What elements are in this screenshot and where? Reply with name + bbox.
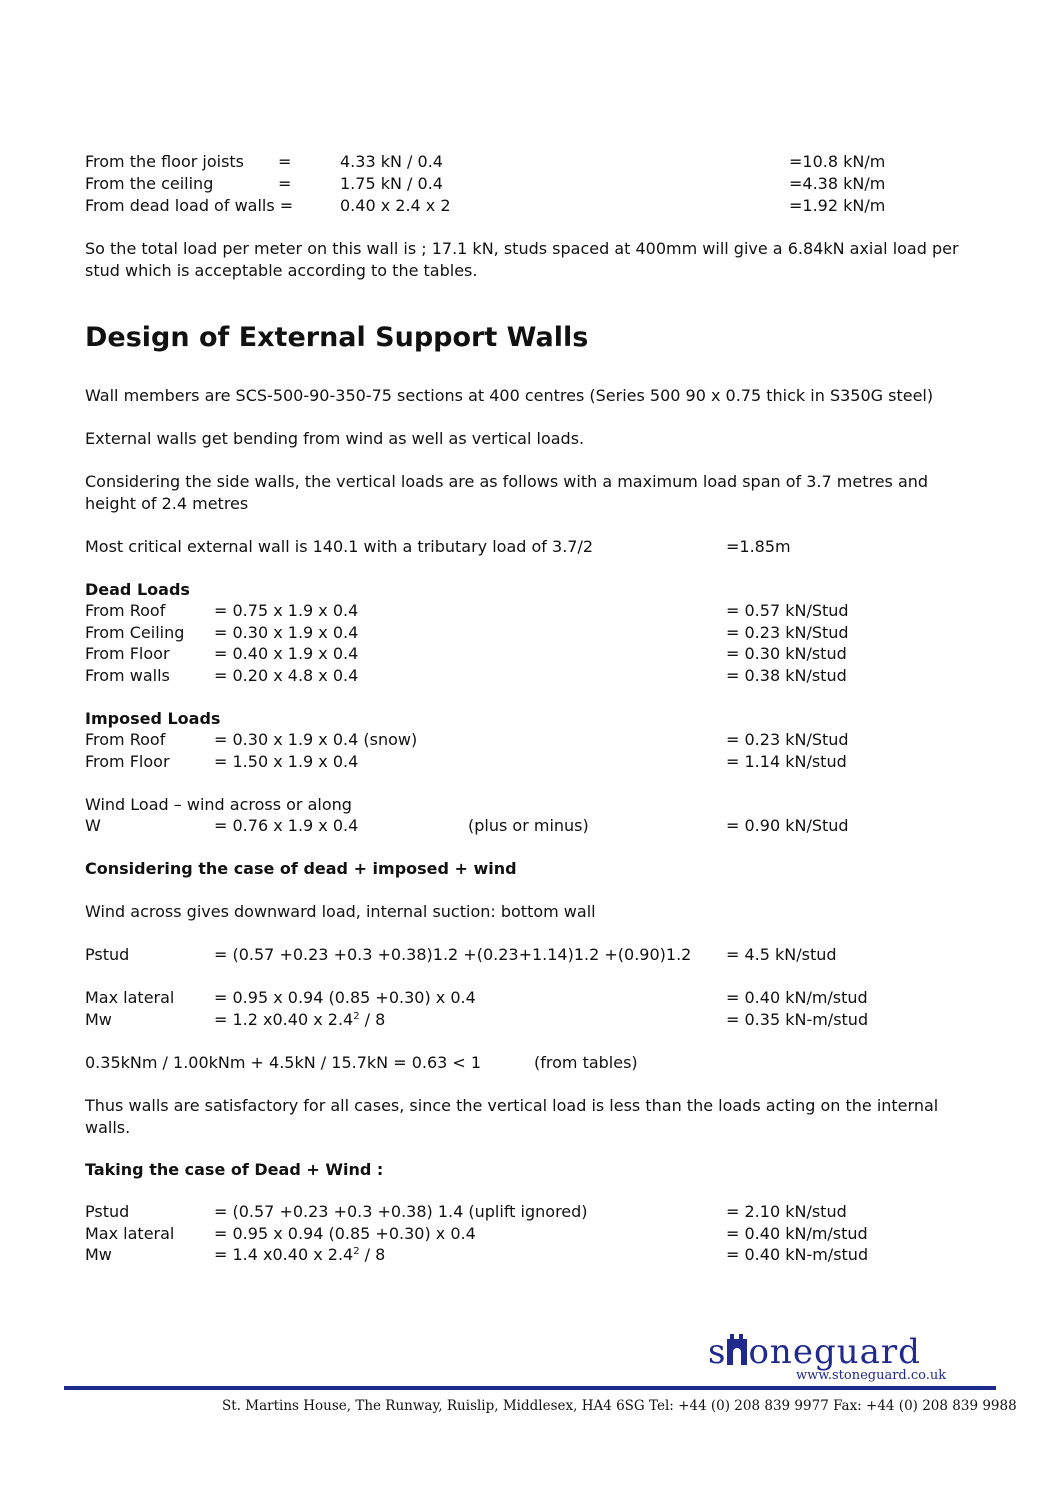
lateral-label: Max lateral <box>85 1224 175 1243</box>
lateral-result: = 0.40 kN/m/stud <box>726 1224 868 1243</box>
dead-load-label: From Ceiling <box>85 623 185 642</box>
imposed-load-label: From Floor <box>85 752 170 771</box>
footer-divider <box>64 1386 996 1390</box>
dead-load-label: From Floor <box>85 644 170 663</box>
castle-tower-icon <box>727 1339 747 1365</box>
load-result: =4.38 kN/m <box>789 174 886 193</box>
load-expression: 4.33 kN / 0.4 <box>340 152 443 171</box>
lateral-result: = 0.40 kN/m/stud <box>726 988 868 1007</box>
load-label: From dead load of walls = <box>85 196 294 215</box>
dead-load-expression: = 0.30 x 1.9 x 0.4 <box>214 623 359 642</box>
critical-wall-result: =1.85m <box>726 537 791 556</box>
pstud-result: = 2.10 kN/stud <box>726 1202 847 1221</box>
pstud-result: = 4.5 kN/stud <box>726 945 837 964</box>
load-expression: 0.40 x 2.4 x 2 <box>340 196 451 215</box>
dead-load-label: From Roof <box>85 601 166 620</box>
wind-load-expression: = 0.76 x 1.9 x 0.4 <box>214 816 359 835</box>
equals-sign: = <box>278 174 292 193</box>
load-result: =10.8 kN/m <box>789 152 886 171</box>
equals-sign: = <box>278 152 292 171</box>
imposed-load-expression: = 0.30 x 1.9 x 0.4 (snow) <box>214 730 418 749</box>
imposed-load-result: = 1.14 kN/stud <box>726 752 847 771</box>
side-walls-paragraph: Considering the side walls, the vertical loads are as follows with a maximum load span of 3.7 metres and height of 2.4 metres <box>85 472 929 513</box>
wind-load-note: (plus or minus) <box>468 816 589 835</box>
pstud-label: Pstud <box>85 945 130 964</box>
mw-label: Mw <box>85 1010 112 1029</box>
pstud-expression: = (0.57 +0.23 +0.3 +0.38)1.2 +(0.23+1.14)1.2 +(0.90)1.2 <box>214 945 692 964</box>
load-label: From the ceiling <box>85 174 214 193</box>
section-heading: Design of External Support Walls <box>85 322 589 353</box>
imposed-loads-heading: Imposed Loads <box>85 709 221 728</box>
load-expression: 1.75 kN / 0.4 <box>340 174 443 193</box>
wind-load-heading: Wind Load – wind across or along <box>85 795 352 814</box>
case-heading: Taking the case of Dead + Wind : <box>85 1160 384 1179</box>
imposed-load-label: From Roof <box>85 730 166 749</box>
pstud-expression: = (0.57 +0.23 +0.3 +0.38) 1.4 (uplift ignored) <box>214 1202 588 1221</box>
wind-load-result: = 0.90 kN/Stud <box>726 816 849 835</box>
dead-load-result: = 0.38 kN/stud <box>726 666 847 685</box>
dead-load-label: From walls <box>85 666 170 685</box>
bending-paragraph: External walls get bending from wind as well as vertical loads. <box>85 429 585 448</box>
dead-load-expression: = 0.20 x 4.8 x 0.4 <box>214 666 359 685</box>
mw-expression: = 1.4 x0.40 x $2.4^2 / 8$ <box>214 1245 386 1264</box>
dead-load-expression: = 0.40 x 1.9 x 0.4 <box>214 644 359 663</box>
pstud-label: Pstud <box>85 1202 130 1221</box>
interaction-check: 0.35kNm / 1.00kNm + 4.5kN / 15.7kN = 0.63 < 1 <box>85 1053 482 1072</box>
stoneguard-logo: s oneguard <box>708 1332 921 1372</box>
case-intro: Wind across gives downward load, internal suction: bottom wall <box>85 902 596 921</box>
total-load-paragraph: So the total load per meter on this wall is ; 17.1 kN, studs spaced at 400mm will give a 6.84kN axial load per stud which is acceptable according to the tables. <box>85 239 959 280</box>
interaction-check-note: (from tables) <box>534 1053 638 1072</box>
mw-label: Mw <box>85 1245 112 1264</box>
case-heading: Considering the case of dead + imposed + wind <box>85 859 517 878</box>
imposed-load-expression: = 1.50 x 1.9 x 0.4 <box>214 752 359 771</box>
imposed-load-result: = 0.23 kN/Stud <box>726 730 849 749</box>
dead-load-expression: = 0.75 x 1.9 x 0.4 <box>214 601 359 620</box>
conclusion-paragraph: Thus walls are satisfactory for all cases, since the vertical load is less than the loads acting on the internal walls. <box>85 1096 939 1137</box>
load-result: =1.92 kN/m <box>789 196 886 215</box>
dead-load-result: = 0.57 kN/Stud <box>726 601 849 620</box>
dead-loads-heading: Dead Loads <box>85 580 190 599</box>
website-link[interactable]: www.stoneguard.co.uk <box>796 1368 947 1383</box>
critical-wall-text: Most critical external wall is 140.1 with a tributary load of 3.7/2 <box>85 537 594 556</box>
lateral-expression: = 0.95 x 0.94 (0.85 +0.30) x 0.4 <box>214 988 476 1007</box>
dead-load-result: = 0.30 kN/stud <box>726 644 847 663</box>
wind-load-label: W <box>85 816 101 835</box>
dead-load-result: = 0.23 kN/Stud <box>726 623 849 642</box>
mw-result: = 0.35 kN-m/stud <box>726 1010 869 1029</box>
footer-address: St. Martins House, The Runway, Ruislip, Middlesex, HA4 6SG Tel: +44 (0) 208 839 9977 Fax: +44 (0) 208 839 9988 <box>222 1398 1017 1414</box>
wall-members-paragraph: Wall members are SCS-500-90-350-75 sections at 400 centres (Series 500 90 x 0.75 thick in S350G steel) <box>85 386 934 405</box>
load-label: From the floor joists <box>85 152 245 171</box>
mw-expression: = 1.2 x0.40 x $2.4^2 / 8$ <box>214 1010 386 1029</box>
lateral-expression: = 0.95 x 0.94 (0.85 +0.30) x 0.4 <box>214 1224 476 1243</box>
lateral-label: Max lateral <box>85 988 175 1007</box>
mw-result: = 0.40 kN-m/stud <box>726 1245 869 1264</box>
